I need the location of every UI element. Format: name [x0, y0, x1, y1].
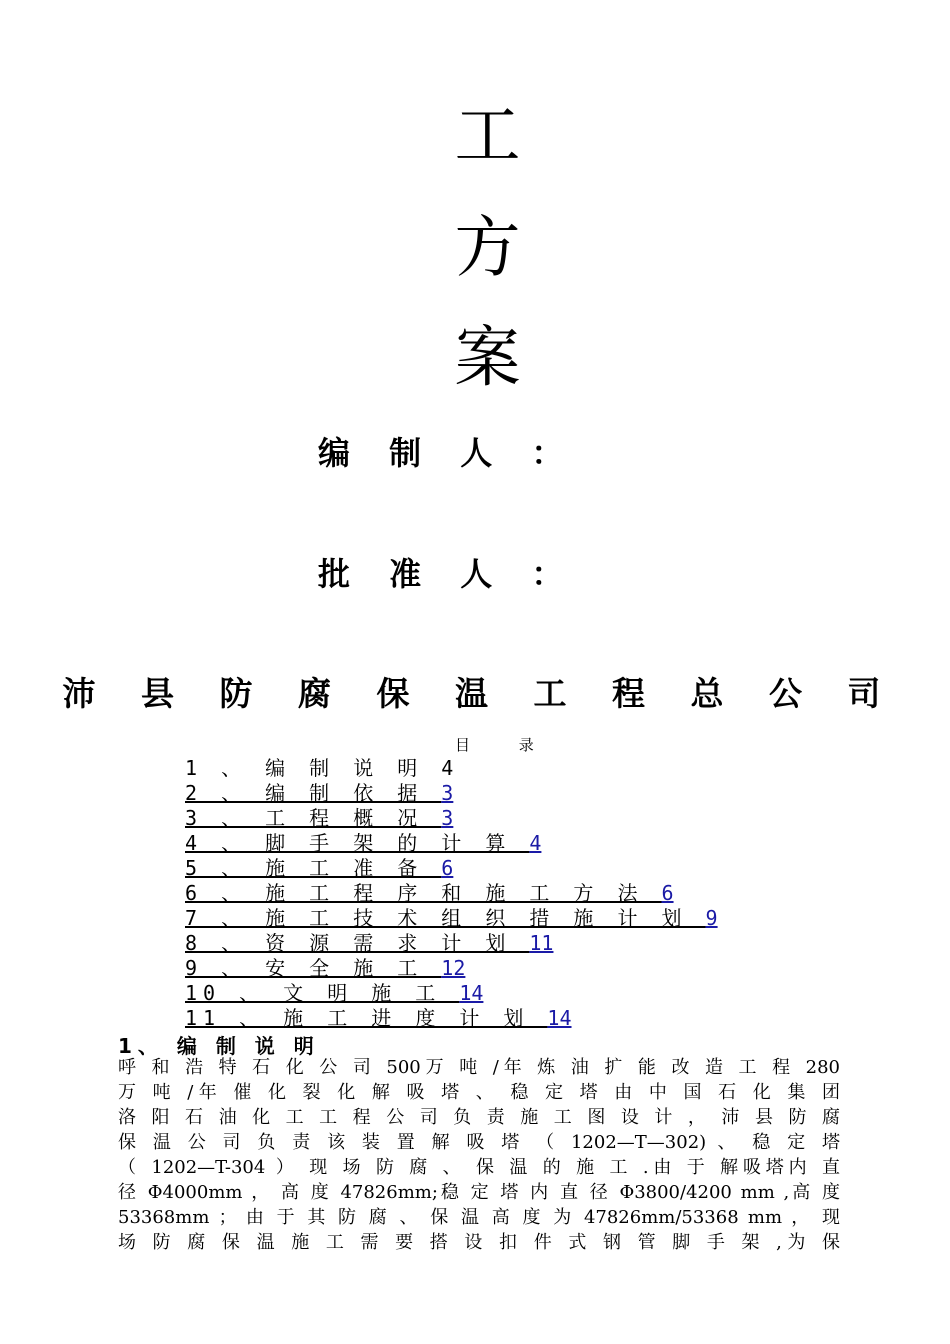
toc-item-label: 1 、 编 制 说 明 — [185, 756, 442, 780]
toc-item-page-link[interactable]: 14 — [547, 1006, 572, 1030]
toc-item[interactable] — [185, 1006, 718, 1031]
toc-item-label: 7 、 施 工 技 术 组 织 措 施 计 划 — [185, 906, 706, 930]
toc-item[interactable] — [185, 931, 718, 956]
cover-title-char-1: 工 — [454, 97, 521, 174]
toc-item-page-link[interactable]: 3 — [441, 781, 454, 805]
body-line: 场 防 腐 保 温 施 工 需 要 搭 设 扣 件 式 钢 管 脚 手 架 ,为 保 — [118, 1232, 840, 1253]
toc-item[interactable] — [185, 956, 718, 981]
toc-item-page-link[interactable]: 12 — [441, 956, 466, 980]
cover-title-char-3: 案 — [454, 319, 521, 396]
approver-label: 批 准 人 ： — [318, 555, 578, 593]
toc-item-label: 9 、 安 全 施 工 — [185, 956, 442, 980]
toc-item-label: 10 、 文 明 施 工 — [185, 981, 460, 1005]
body-line: 洛 阳 石 油 化 工 工 程 公 司 负 责 施 工 图 设 计 ， 沛 县 防 腐 — [118, 1107, 840, 1128]
toc-item-page-link[interactable]: 4 — [529, 831, 542, 855]
toc-title: 目 录 — [455, 736, 556, 754]
toc-item-page-link[interactable]: 6 — [661, 881, 674, 905]
toc-item[interactable] — [185, 881, 718, 906]
body-line: 保 温 公 司 负 责 该 装 置 解 吸 塔 （ 1202—T—302) 、 稳 定 塔 — [118, 1132, 840, 1153]
toc-item-label: 6 、 施 工 程 序 和 施 工 方 法 — [185, 881, 662, 905]
toc-item[interactable] — [185, 831, 718, 856]
toc-item-label: 3 、 工 程 概 况 — [185, 806, 442, 830]
section-heading: 1、 编 制 说 明 — [118, 1034, 320, 1058]
toc-item-page-link[interactable]: 14 — [459, 981, 484, 1005]
body-line: 呼 和 浩 特 石 化 公 司 500万 吨 /年 炼 油 扩 能 改 造 工 程 280 — [118, 1057, 840, 1078]
toc-item-page-link[interactable]: 9 — [705, 906, 718, 930]
toc-item-label: 8 、 资 源 需 求 计 划 — [185, 931, 530, 955]
toc-item-page-link[interactable]: 6 — [441, 856, 454, 880]
body-line: 53368mm ； 由 于 其 防 腐 、 保 温 高 度 为 47826mm/53368 mm ， 现 — [118, 1207, 840, 1228]
body-line: （ 1202—T-304 ） 现 场 防 腐 、 保 温 的 施 工 .由 于 解吸塔内 直 — [118, 1157, 840, 1178]
toc-item-label: 11 、 施 工 进 度 计 划 — [185, 1006, 548, 1030]
company-name: 沛 县 防 腐 保 温 工 程 总 公 司 — [62, 674, 898, 713]
toc-item[interactable] — [185, 906, 718, 931]
section-body — [118, 1055, 840, 1255]
toc-item-label: 2 、 编 制 依 据 — [185, 781, 442, 805]
toc-item-page: 4 — [441, 756, 454, 780]
toc-item[interactable] — [185, 806, 718, 831]
compiler-label: 编 制 人 ： — [318, 434, 578, 472]
toc-item[interactable] — [185, 781, 718, 806]
toc-item[interactable] — [185, 856, 718, 881]
table-of-contents — [185, 756, 718, 1031]
body-line: 径 Φ4000mm ， 高 度 47826mm;稳 定 塔 内 直 径 Φ3800/4200 mm ,高 度 — [118, 1182, 840, 1203]
toc-item[interactable] — [185, 981, 718, 1006]
toc-item-label: 4 、 脚 手 架 的 计 算 — [185, 831, 530, 855]
body-line: 万 吨 /年 催 化 裂 化 解 吸 塔 、 稳 定 塔 由 中 国 石 化 集 团 — [118, 1082, 840, 1103]
toc-item-label: 5 、 施 工 准 备 — [185, 856, 442, 880]
toc-item[interactable] — [185, 756, 718, 781]
toc-item-page-link[interactable]: 11 — [529, 931, 554, 955]
cover-title-char-2: 方 — [454, 209, 521, 286]
toc-item-page-link[interactable]: 3 — [441, 806, 454, 830]
